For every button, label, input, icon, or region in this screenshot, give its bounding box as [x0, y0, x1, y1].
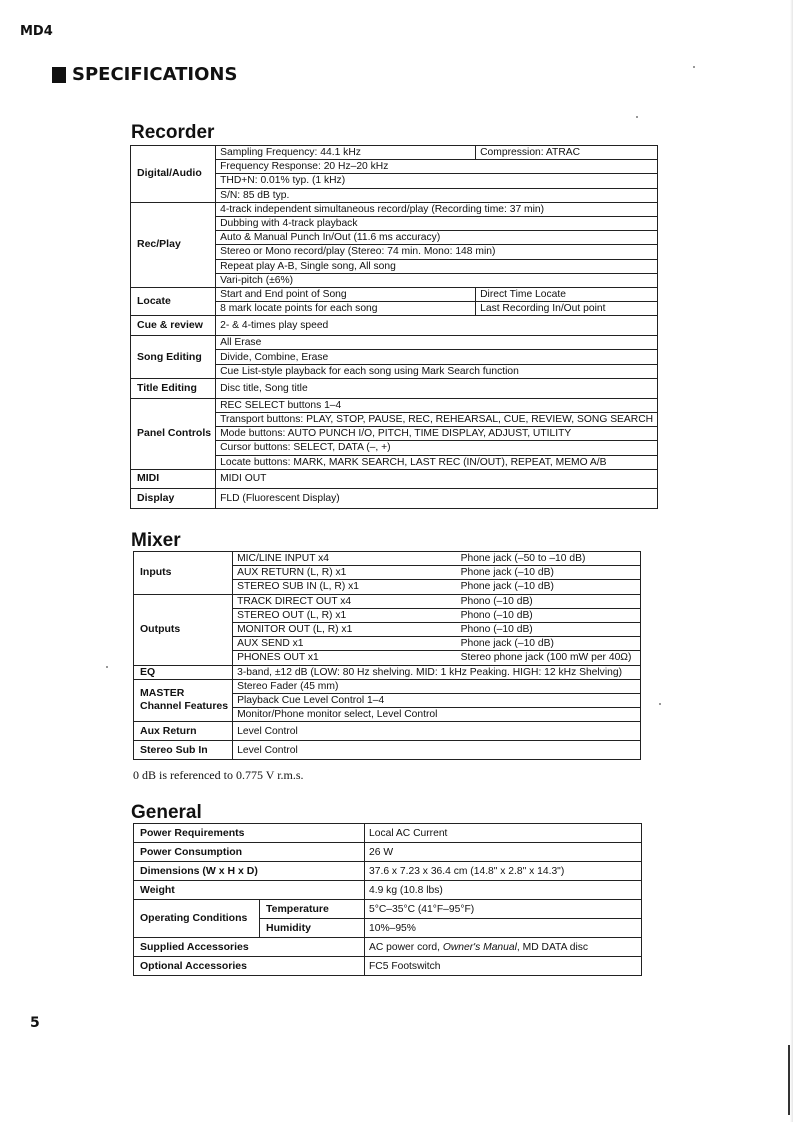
- table-row: [134, 594, 641, 608]
- table-cell: Disc title, Song title: [216, 378, 658, 398]
- master-label-line1: MASTER: [140, 687, 185, 700]
- row-label: Digital/Audio: [131, 146, 216, 203]
- table-cell: 2- & 4-times play speed: [216, 316, 658, 336]
- table-cell: 4.9 kg (10.8 lbs): [365, 881, 642, 900]
- table-cell: 5°C–35°C (41°F–95°F): [365, 900, 642, 919]
- table-cell: [365, 938, 642, 957]
- page-title-text: SPECIFICATIONS: [72, 64, 238, 85]
- row-label: Operating Conditions: [134, 900, 260, 938]
- table-row: [134, 741, 641, 760]
- reference-note: 0 dB is referenced to 0.775 V r.m.s.: [133, 768, 304, 782]
- table-cell: FC5 Footswitch: [365, 957, 642, 976]
- row-label: Stereo Sub In: [134, 741, 233, 760]
- table-cell: Transport buttons: PLAY, STOP, PAUSE, REC, REHEARSAL, CUE, REVIEW, SONG SEARCH: [216, 413, 658, 427]
- table-cell: Phono (–10 dB): [457, 594, 641, 608]
- table-cell: Start and End point of Song: [216, 287, 476, 301]
- table-cell: 37.6 x 7.23 x 36.4 cm (14.8" x 2.8" x 14.3"): [365, 862, 642, 881]
- recorder-table: [130, 145, 658, 509]
- row-label: MIDI: [131, 469, 216, 488]
- table-row: [134, 722, 641, 741]
- table-cell: 8 mark locate points for each song: [216, 302, 476, 316]
- table-row: [134, 938, 642, 957]
- row-sublabel: Temperature: [260, 900, 365, 919]
- heading-square-icon: [52, 67, 66, 83]
- table-cell: Phone jack (–50 to –10 dB): [457, 552, 641, 566]
- table-cell: Compression: ATRAC: [476, 146, 658, 160]
- table-row: [134, 824, 642, 843]
- table-row: [131, 398, 658, 412]
- table-cell: Repeat play A-B, Single song, All song: [216, 259, 658, 273]
- table-cell: MIC/LINE INPUT x4: [233, 552, 457, 566]
- row-sublabel: Humidity: [260, 919, 365, 938]
- row-label: Supplied Accessories: [134, 938, 365, 957]
- table-cell: MIDI OUT: [216, 469, 658, 488]
- table-cell: AUX RETURN (L, R) x1: [233, 566, 457, 580]
- table-cell: Level Control: [233, 722, 641, 741]
- table-cell: Stereo phone jack (100 mW per 40Ω): [457, 651, 641, 665]
- table-row: [134, 881, 642, 900]
- table-cell: Sampling Frequency: 44.1 kHz: [216, 146, 476, 160]
- row-label: Inputs: [134, 552, 233, 595]
- table-cell: Vari-pitch (±6%): [216, 273, 658, 287]
- table-row: [131, 146, 658, 160]
- row-label: Weight: [134, 881, 365, 900]
- table-cell: 10%–95%: [365, 919, 642, 938]
- table-cell: Stereo Fader (45 mm): [233, 679, 641, 693]
- scan-speck: [636, 116, 638, 118]
- table-row: [134, 843, 642, 862]
- table-row: [134, 862, 642, 881]
- row-label: Cue & review: [131, 316, 216, 336]
- table-cell: Locate buttons: MARK, MARK SEARCH, LAST REC (IN/OUT), REPEAT, MEMO A/B: [216, 455, 658, 469]
- table-cell: 3-band, ±12 dB (LOW: 80 Hz shelving. MID: 1 kHz Peaking. HIGH: 12 kHz Shelving): [233, 665, 641, 679]
- master-label-line2: Channel Features: [140, 700, 229, 713]
- table-cell: Level Control: [233, 741, 641, 760]
- table-cell: Last Recording In/Out point: [476, 302, 658, 316]
- table-cell: TRACK DIRECT OUT x4: [233, 594, 457, 608]
- table-cell: REC SELECT buttons 1–4: [216, 398, 658, 412]
- table-cell: Local AC Current: [365, 824, 642, 843]
- table-row: [131, 469, 658, 488]
- table-cell: Dubbing with 4-track playback: [216, 216, 658, 230]
- row-label: Outputs: [134, 594, 233, 665]
- table-cell: Cue List-style playback for each song using Mark Search function: [216, 364, 658, 378]
- accessory-text-end: , MD DATA disc: [516, 941, 589, 953]
- table-row: [134, 679, 641, 693]
- owners-manual-text: Owner's Manual: [442, 941, 517, 953]
- table-cell: 26 W: [365, 843, 642, 862]
- model-name: MD4: [20, 24, 53, 39]
- table-cell: STEREO SUB IN (L, R) x1: [233, 580, 457, 594]
- accessory-text: AC power cord,: [369, 941, 443, 953]
- table-row: [131, 336, 658, 350]
- scan-speck: [106, 666, 108, 668]
- row-label: EQ: [134, 665, 233, 679]
- table-cell: 4-track independent simultaneous record/play (Recording time: 37 min): [216, 202, 658, 216]
- table-row: [131, 316, 658, 336]
- table-cell: Mode buttons: AUTO PUNCH I/O, PITCH, TIME DISPLAY, ADJUST, UTILITY: [216, 427, 658, 441]
- table-cell: S/N: 85 dB typ.: [216, 188, 658, 202]
- table-cell: Phone jack (–10 dB): [457, 637, 641, 651]
- table-cell: THD+N: 0.01% typ. (1 kHz): [216, 174, 658, 188]
- table-cell: Frequency Response: 20 Hz–20 kHz: [216, 160, 658, 174]
- table-row: [131, 488, 658, 508]
- row-label: Display: [131, 488, 216, 508]
- row-label: Title Editing: [131, 378, 216, 398]
- table-cell: PHONES OUT x1: [233, 651, 457, 665]
- table-cell: Phono (–10 dB): [457, 622, 641, 636]
- table-cell: Phone jack (–10 dB): [457, 580, 641, 594]
- mixer-table: [133, 551, 641, 760]
- table-cell: Phone jack (–10 dB): [457, 566, 641, 580]
- general-table: [133, 823, 642, 976]
- row-label: Optional Accessories: [134, 957, 365, 976]
- page-number: 5: [30, 1015, 40, 1031]
- table-row: [134, 665, 641, 679]
- table-cell: Monitor/Phone monitor select, Level Control: [233, 708, 641, 722]
- table-cell: STEREO OUT (L, R) x1: [233, 608, 457, 622]
- row-label: Panel Controls: [131, 398, 216, 469]
- table-cell: Stereo or Mono record/play (Stereo: 74 min. Mono: 148 min): [216, 245, 658, 259]
- table-row: [131, 202, 658, 216]
- table-cell: Divide, Combine, Erase: [216, 350, 658, 364]
- table-row: [131, 287, 658, 301]
- scan-edge-mark: [788, 1045, 790, 1115]
- table-cell: AUX SEND x1: [233, 637, 457, 651]
- general-heading: General: [131, 802, 202, 823]
- row-label: Locate: [131, 287, 216, 315]
- row-label: Power Consumption: [134, 843, 365, 862]
- table-cell: FLD (Fluorescent Display): [216, 488, 658, 508]
- page-title: [52, 64, 237, 85]
- row-label: Dimensions (W x H x D): [134, 862, 365, 881]
- scan-speck: [693, 66, 695, 68]
- row-label: Rec/Play: [131, 202, 216, 287]
- table-cell: Cursor buttons: SELECT, DATA (–, +): [216, 441, 658, 455]
- mixer-heading: Mixer: [131, 530, 181, 551]
- row-label: Aux Return: [134, 722, 233, 741]
- table-cell: Auto & Manual Punch In/Out (11.6 ms accuracy): [216, 231, 658, 245]
- table-row: [134, 957, 642, 976]
- table-row: [131, 378, 658, 398]
- table-cell: MONITOR OUT (L, R) x1: [233, 622, 457, 636]
- scan-speck: [659, 703, 661, 705]
- table-cell: Phono (–10 dB): [457, 608, 641, 622]
- table-cell: Playback Cue Level Control 1–4: [233, 693, 641, 707]
- recorder-heading: Recorder: [131, 122, 215, 143]
- table-cell: Direct Time Locate: [476, 287, 658, 301]
- table-cell: All Erase: [216, 336, 658, 350]
- row-label: Song Editing: [131, 336, 216, 379]
- row-label: [134, 679, 233, 722]
- table-row: [134, 552, 641, 566]
- row-label: Power Requirements: [134, 824, 365, 843]
- table-row: [134, 900, 642, 919]
